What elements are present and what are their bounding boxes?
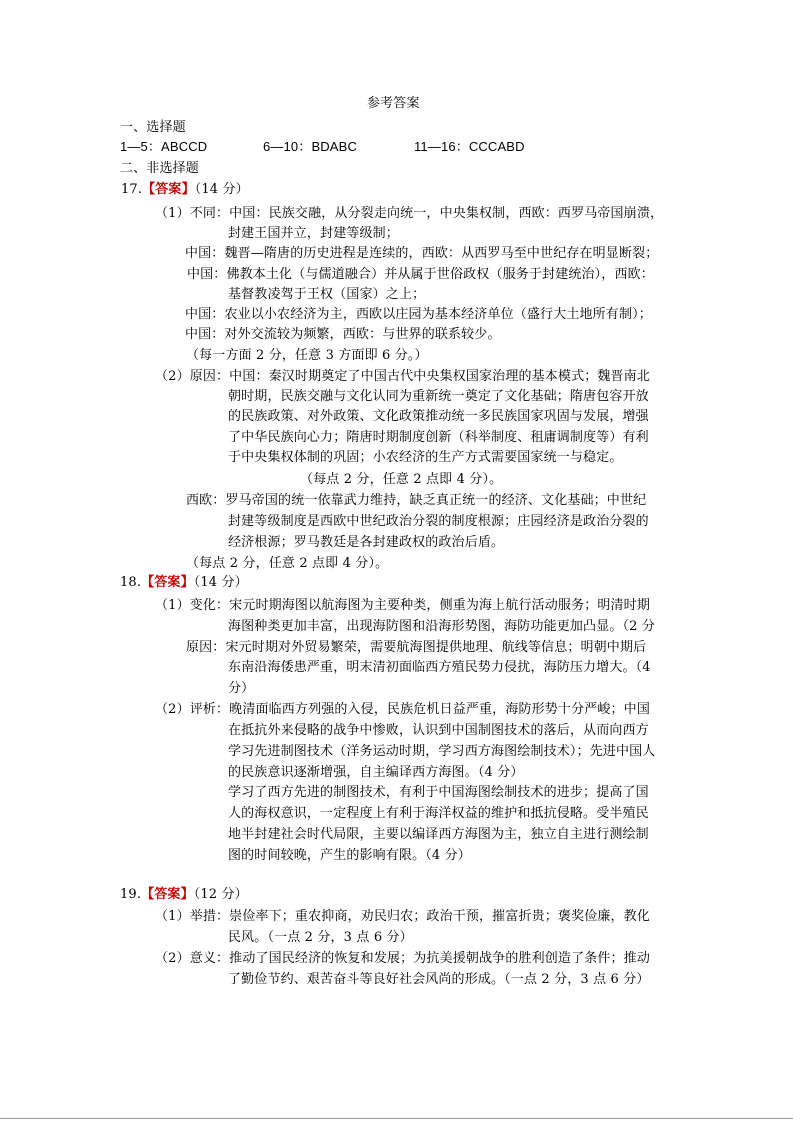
- text-line: 东南沿海倭患严重，明末清初面临西方殖民势力侵扰，海防压力增大。（4: [228, 660, 651, 675]
- text-line: 于中央集权体制的巩固；小农经济的生产方式需要国家统一与稳定。: [228, 450, 623, 465]
- page-bottom-divider: [0, 1118, 793, 1119]
- section2-heading: 二、非选择题: [120, 161, 199, 176]
- text-line: （每点 2 分，任意 2 点即 4 分）。: [186, 556, 389, 571]
- question-score: （14 分）: [193, 575, 248, 590]
- text-line: 中国：魏晋—隋唐的历史进程是连续的，西欧：从西罗马至中世纪存在明显断裂；: [185, 246, 659, 261]
- question-number: 19.: [120, 887, 142, 902]
- text-line: 中国：农业以小农经济为主，西欧以庄园为基本经济单位（盛行大土地所有制）；: [185, 307, 652, 322]
- answer-tag: 【答案】: [141, 575, 194, 590]
- mcq-answer-1: 1—5：ABCCD: [120, 139, 208, 154]
- text-line: 朝时期，民族交融与文化认同为重新统一奠定了文化基础；隋唐包容开放: [228, 389, 649, 404]
- text-line: 人的海权意识，一定程度上有利于海洋权益的维护和抵抗侵略。受半殖民: [228, 806, 649, 821]
- question-17-header: [121, 182, 249, 198]
- question-score: （12 分）: [193, 887, 248, 902]
- text-line: （2）原因：中国：秦汉时期奠定了中国古代中央集权国家治理的基本模式；魏晋南北: [155, 369, 650, 384]
- text-line: （2）评析：晚清面临西方列强的入侵，民族危机日益严重，海防形势十分严峻；中国: [155, 702, 650, 717]
- text-line: 中国：对外交流较为频繁，西欧：与世界的联系较少。: [185, 327, 501, 342]
- question-number: 18.: [120, 575, 142, 590]
- text-line: 了中华民族向心力；隋唐时期制度创新（科举制度、租庸调制度等）有利: [228, 430, 649, 445]
- text-line: 分）: [228, 681, 255, 696]
- text-line: 经济根源；罗马教廷是各封建政权的政治后盾。: [228, 535, 505, 550]
- mcq-answer-2: 6—10：BDABC: [263, 139, 357, 154]
- question-19-header: [120, 887, 248, 903]
- text-line: （1）不同：中国：民族交融，从分裂走向统一，中央集权制，西欧：西罗马帝国崩溃，: [155, 206, 664, 221]
- text-line: （2）意义：推动了国民经济的恢复和发展；为抗美援朝战争的胜利创造了条件；推动: [155, 951, 650, 966]
- text-line: 在抵抗外来侵略的战争中惨败，认识到中国制图技术的落后，从而向西方: [228, 723, 649, 738]
- text-line: 原因：宋元时期对外贸易繁荣，需要航海图提供地理、航线等信息；明朝中期后: [186, 640, 647, 655]
- text-line: （每点 2 分，任意 2 点即 4 分）。: [300, 472, 503, 487]
- text-line: 了勤俭节约、艰苦奋斗等良好社会风尚的形成。（一点 2 分，3 点 6 分）: [228, 972, 650, 987]
- text-line: 民风。（一点 2 分，3 点 6 分）: [228, 930, 413, 945]
- text-line: 中国：佛教本土化（与儒道融合）并从属于世俗政权（服务于封建统治），西欧：: [187, 267, 654, 282]
- question-number: 17.: [121, 182, 143, 197]
- text-line: 学习了西方先进的制图技术，有利于中国海图绘制技术的进步；提高了国: [228, 785, 649, 800]
- text-line: 学习先进制图技术（洋务运动时期，学习西方海图绘制技术）；先进中国人: [228, 744, 656, 759]
- answer-tag: 【答案】: [141, 887, 194, 902]
- question-18-header: [120, 575, 248, 591]
- text-line: 图的时间较晚，产生的影响有限。（4 分）: [228, 848, 471, 863]
- text-line: 海图种类更加丰富，出现海防图和沿海形势图，海防功能更加凸显。（2 分: [228, 619, 656, 634]
- mcq-answer-3: 11—16：CCCABD: [414, 139, 525, 154]
- text-line: （1）变化：宋元时期海图以航海图为主要种类，侧重为海上航行活动服务；明清时期: [155, 598, 650, 613]
- text-line: 封建王国并立，封建等级制；: [228, 226, 399, 241]
- text-line: 地半封建社会时代局限，主要以编译西方海图为主，独立自主进行测绘制: [228, 827, 649, 842]
- text-line: 的民族政策、对外政策、文化政策推动统一多民族国家巩固与发展，增强: [228, 409, 649, 424]
- text-line: 的民族意识逐渐增强，自主编译西方海图。（4 分）: [228, 765, 524, 780]
- text-line: 封建等级制度是西欧中世纪政治分裂的制度根源；庄园经济是政治分裂的: [228, 514, 649, 529]
- section1-heading: 一、选择题: [120, 120, 186, 135]
- text-line: 西欧：罗马帝国的统一依靠武力维持，缺乏真正统一的经济、文化基础；中世纪: [186, 493, 647, 508]
- text-line: 基督教凌驾于王权（国家）之上；: [228, 287, 426, 302]
- answer-tag: 【答案】: [142, 182, 195, 197]
- text-line: （1）举措：崇俭率下；重农抑商，劝民归农；政治干预，摧富折贵；褒奖俭廉，教化: [155, 909, 650, 924]
- question-score: （14 分）: [194, 182, 249, 197]
- page-title: 参考答案: [367, 96, 420, 111]
- text-line: （每一方面 2 分，任意 3 方面即 6 分。）: [186, 348, 428, 363]
